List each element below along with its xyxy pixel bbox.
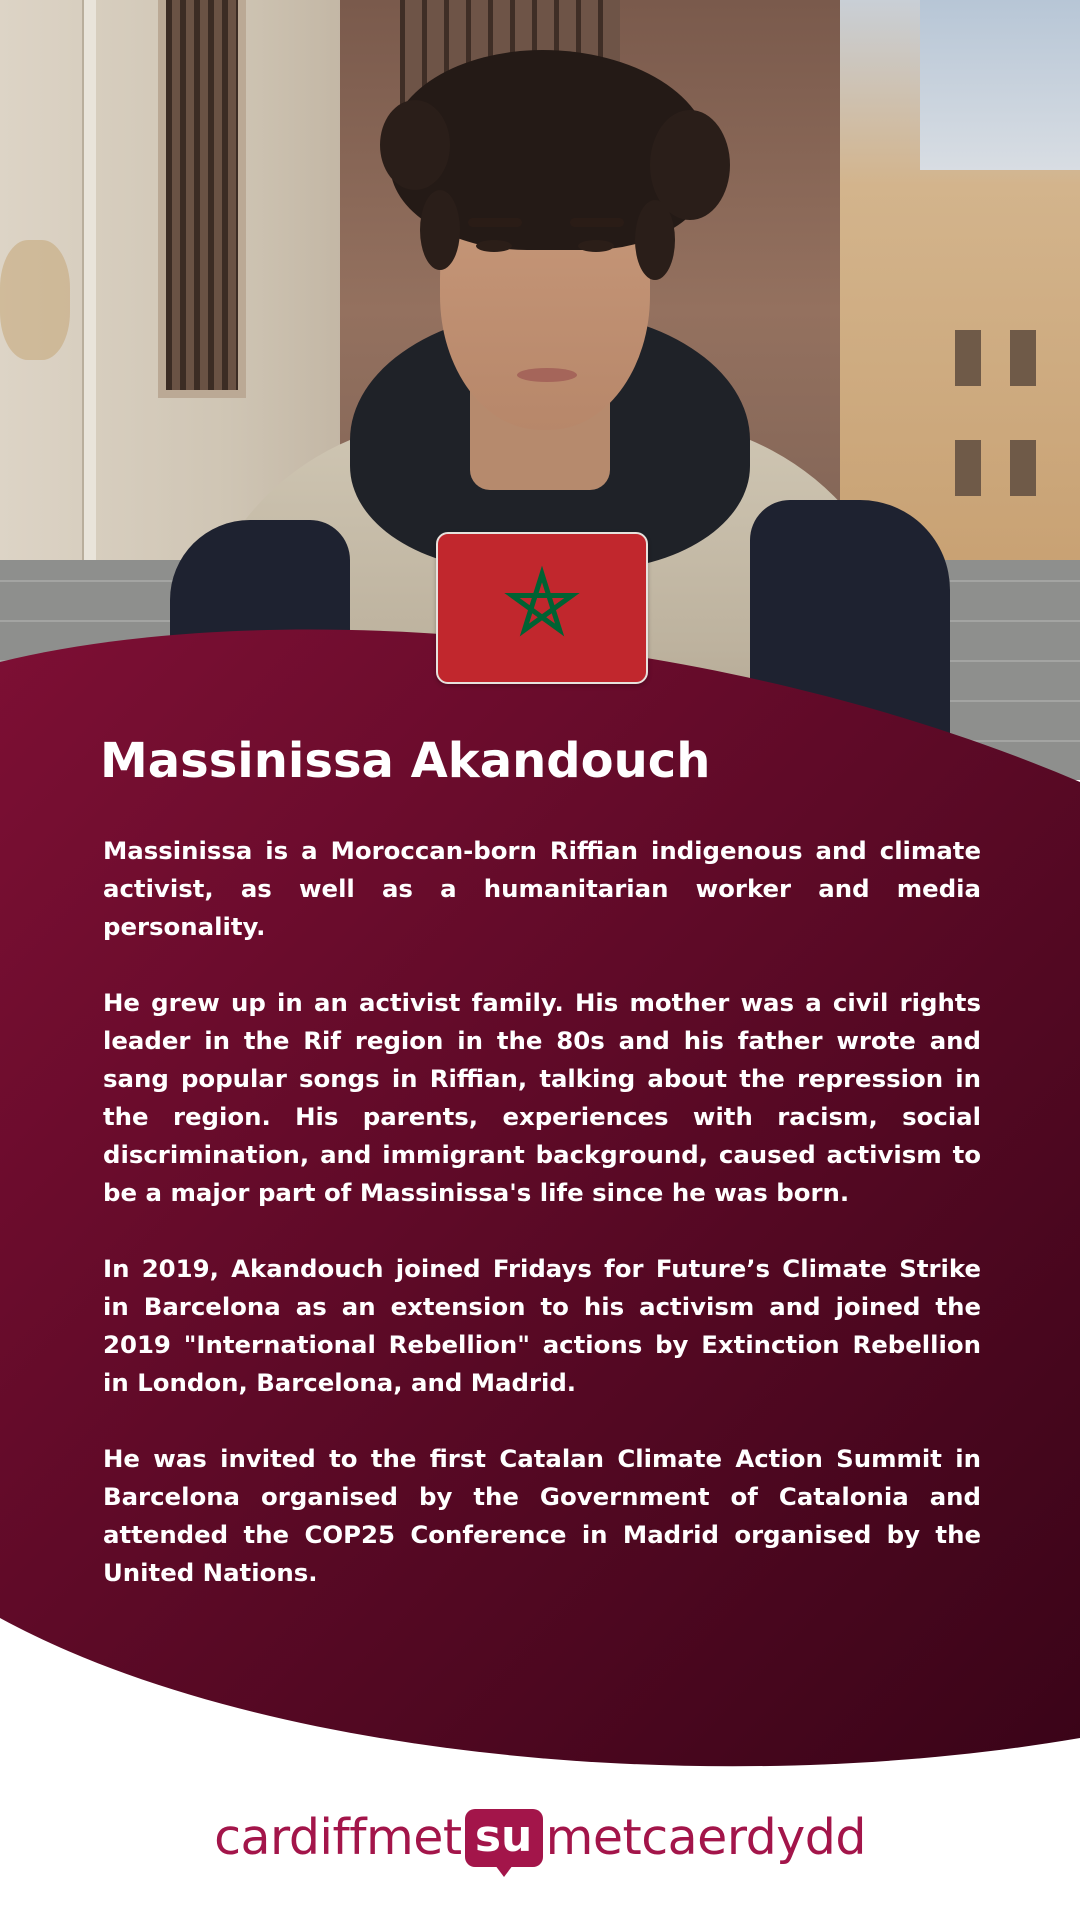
morocco-flag-icon	[436, 532, 648, 684]
bio-paragraph: He was invited to the first Catalan Climate Action Summit in Barcelona organised by the Government of Catalonia and attended the COP25 Conference in Madrid organised by the United Nations.	[103, 1444, 981, 1587]
logo-badge: su	[465, 1809, 543, 1867]
cardiffmet-su-logo	[188, 1806, 892, 1870]
bio-paragraph: Massinissa is a Moroccan-born Riffian indigenous and climate activist, as well as a humanitarian worker and media personality.	[103, 836, 981, 941]
profile-name: Massinissa Akandouch	[100, 733, 711, 789]
logo-text-right: metcaerdydd	[545, 1809, 866, 1866]
logo-text-left: cardiffmet	[214, 1809, 462, 1866]
bio-text	[103, 832, 981, 1630]
bio-paragraph: He grew up in an activist family. His mother was a civil rights leader in the Rif region in the 80s and his father wrote and sang popular songs in Riffian, talking about the repression in the region. His parents, experiences with racism, social discrimination, and immigrant background, caused activism to be a major part of Massinissa's life since he was born.	[103, 988, 981, 1207]
bio-paragraph: In 2019, Akandouch joined Fridays for Future’s Climate Strike in Barcelona as an extension to his activism and joined the 2019 "International Rebellion" actions by Extinction Rebellion in London, Barcelona, and Madrid.	[103, 1254, 981, 1397]
